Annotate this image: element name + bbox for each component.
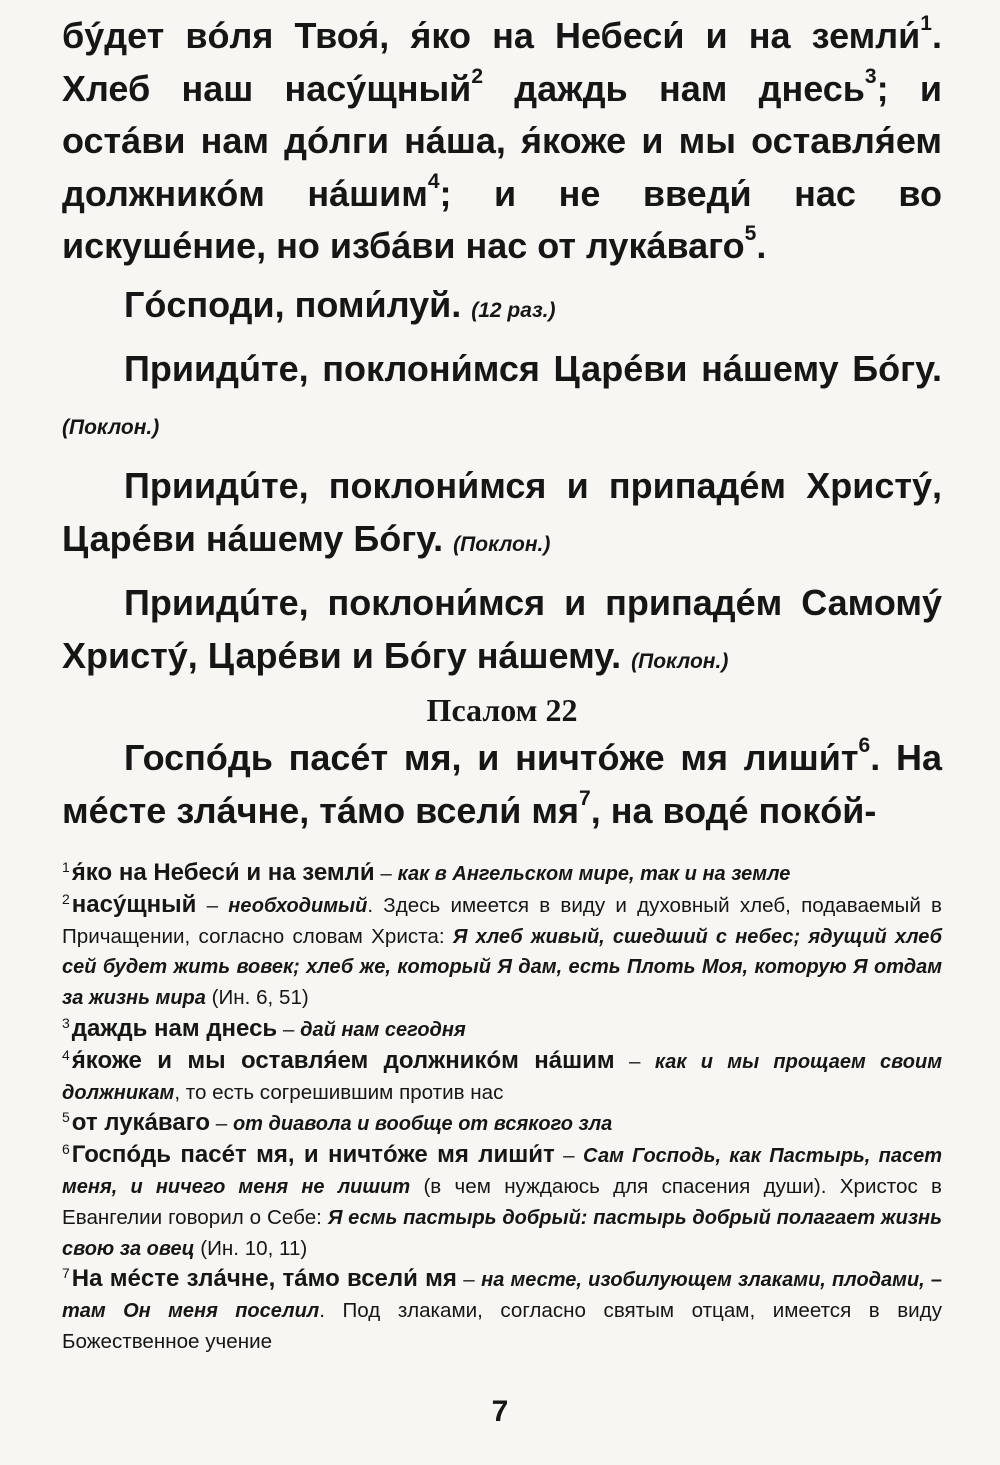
rubric-note: (Поклон.) — [62, 415, 160, 439]
footnote-term: На мéсте злáчне, тáмо всели́ мя — [71, 1265, 457, 1293]
text-run: – — [277, 1017, 301, 1041]
footnote-number: 7 — [62, 1265, 70, 1282]
text-run: – — [456, 1268, 482, 1292]
footnote-explanation: необходимый — [228, 894, 368, 917]
footnote-marker: 4 — [427, 169, 440, 193]
text-run: Приидúте, поклони́мся и припадéм Христý, Царéви нáшему Бóгу. — [62, 465, 942, 559]
footnote-term: я́коже и мы оставля́ем должникóм нáшим — [71, 1046, 615, 1074]
text-run: , то есть согрешившим против нас — [174, 1080, 504, 1104]
footnotes — [62, 858, 942, 1358]
text-run: ; и не введи́ нас во искушéние, но избáви нас от лукáваго — [62, 172, 942, 266]
footnote-marker: 5 — [744, 222, 757, 245]
rubric-note: (Поклон.) — [631, 649, 729, 673]
prayer-paragraph-lords-prayer-end — [62, 10, 942, 273]
text-run: . На мéсте злáчне, тáмо всели́ мя — [62, 737, 942, 831]
main-text — [62, 10, 942, 837]
text-run: . Хлеб наш насýщный — [62, 15, 942, 109]
footnote-4 — [62, 1046, 942, 1109]
footnote-term: от лукáваго — [71, 1109, 211, 1137]
footnote-explanation: как и мы прощаем своим должникам — [62, 1050, 942, 1104]
text-run: – — [614, 1049, 655, 1073]
footnote-term: Госпóдь пасéт мя, и ничтóже мя лиши́т — [71, 1141, 555, 1169]
text-run: – — [554, 1144, 584, 1168]
text-run: – — [210, 1112, 233, 1136]
prayer-paragraph-come-worship-1 — [62, 343, 942, 454]
text-run: ; и остáви нам дóлги нáша, я́коже и мы оставля́ем должникóм нáшим — [62, 67, 943, 214]
footnote-marker: 1 — [920, 12, 932, 35]
footnote-marker: 6 — [858, 734, 871, 757]
text-run: – — [374, 862, 398, 885]
footnote-3 — [62, 1014, 942, 1046]
prayer-paragraph-come-worship-3 — [62, 577, 942, 688]
text-run: Приидúте, поклони́мся и припадéм Самомý Христý, Царéви и Бóгу нáшему. — [62, 582, 942, 676]
footnote-explanation: на месте, изобилующем злаками, плодами, – там Он меня поселил — [62, 1269, 943, 1323]
footnote-number: 5 — [62, 1109, 70, 1126]
footnote-6 — [62, 1140, 942, 1264]
footnote-explanation: Сам Господь, как Пастырь, пасет меня, и ничего меня не лишит — [62, 1145, 942, 1198]
footnote-marker: 7 — [579, 786, 591, 810]
footnote-number: 4 — [62, 1046, 70, 1063]
text-run: (в чем нуждаюсь для спасения души). Христос в Евангелии говорил о Себе: — [62, 1174, 942, 1229]
text-run: (Ин. 10, 11) — [194, 1236, 308, 1260]
footnote-number: 2 — [62, 890, 70, 907]
text-run: Приидúте, поклони́мся Царéви нáшему Бóгу. — [124, 348, 942, 389]
text-run: , на водé покóй- — [590, 789, 877, 831]
rubric-note: (Поклон.) — [453, 532, 551, 556]
footnote-term: даждь нам днесь — [71, 1014, 278, 1042]
footnote-term: насýщный — [71, 890, 197, 918]
text-run: . Здесь имеется в виду и духовный хлеб, подаваемый в Причащении, согласно словам Христа: — [62, 893, 943, 948]
footnote-5 — [62, 1108, 942, 1140]
rubric-note: (12 раз.) — [471, 298, 556, 322]
footnote-explanation: как в Ангельском мире, так и на земле — [397, 863, 791, 885]
text-run: Гóсподи, поми́луй. — [124, 283, 472, 325]
text-run: (Ин. 6, 51) — [205, 986, 309, 1010]
text-run: – — [196, 893, 229, 917]
footnote-term: я́ко на Небеси́ и на земли́ — [71, 859, 375, 886]
text-run: бýдет вóля Твоя́, я́ко на Небеси́ и на земли́ — [62, 15, 921, 56]
footnote-number: 1 — [62, 859, 70, 875]
prayer-paragraph-come-worship-2 — [62, 460, 942, 571]
text-run: Госпóдь пасéт мя, и ничтóже мя лиши́т — [124, 737, 859, 778]
footnote-explanation: дай нам сегодня — [300, 1018, 466, 1041]
footnote-7 — [62, 1264, 942, 1357]
psalm-heading: Псалом 22 — [426, 692, 578, 728]
footnote-number: 6 — [62, 1141, 70, 1158]
footnote-1 — [62, 858, 942, 890]
footnote-explanation: Я хлеб живый, сшедший с небес; ядущий хлеб сей будет жить вовек; хлеб же, который Я дам, есть Плоть Моя, которую Я отдам за жизнь мира — [62, 925, 942, 1010]
footnote-2 — [62, 890, 942, 1014]
prayer-paragraph-kyrie — [62, 279, 942, 338]
footnote-explanation: от диавола и вообще от всякого зла — [232, 1113, 613, 1136]
text-run: даждь нам днесь — [483, 67, 865, 109]
footnote-marker: 3 — [864, 64, 877, 88]
footnote-marker: 2 — [471, 64, 484, 88]
psalm-22-text — [62, 732, 942, 837]
footnote-explanation: Я есмь пастырь добрый: пастырь добрый полагает жизнь свою за овец — [62, 1206, 942, 1260]
text-run: . — [756, 225, 767, 266]
text-run: . Под злаками, согласно святым отцам, имеется в виду Божественное учение — [62, 1299, 942, 1353]
page-number: 7 — [491, 1395, 509, 1428]
footnote-number: 3 — [62, 1014, 70, 1031]
